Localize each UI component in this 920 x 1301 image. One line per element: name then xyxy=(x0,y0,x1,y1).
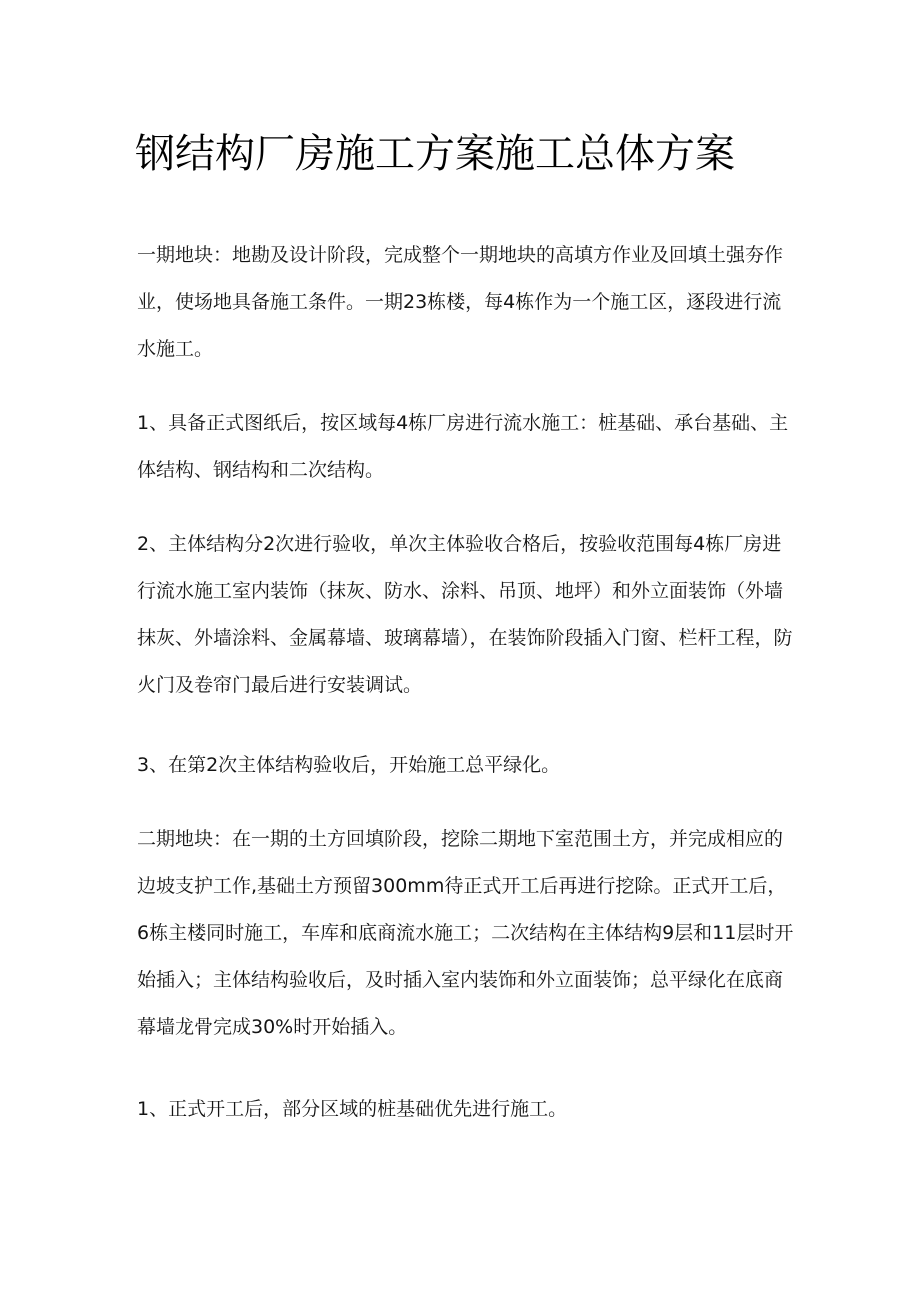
paragraph-phase1-item3: 3、在第2次主体结构验收后，开始施工总平绿化。 xyxy=(137,754,561,776)
paragraph-phase1-item2: 2、主体结构分2次进行验收，单次主体验收合格后，按验收范围每4栋厂房进行流水施工室内装饰（抹灰、防水、涂料、吊顶、地坪）和外立面装饰（外墙抹灰、外墙涂料、金属幕墙、玻璃幕墙），在装饰阶段插入门窗、栏杆工程，防火门及卷帘门最后进行安装调试。 xyxy=(137,533,793,696)
document-title: 钢结构厂房施工方案施工总体方案 xyxy=(135,131,735,177)
paragraph-phase2-item1: 1、正式开工后，部分区域的桩基础优先进行施工。 xyxy=(137,1098,568,1120)
paragraph-phase1-item1: 1、具备正式图纸后，按区域每4栋厂房进行流水施工：桩基础、承台基础、主体结构、钢结构和二次结构。 xyxy=(137,412,789,481)
paragraph-phase1-overview: 一期地块：地勘及设计阶段，完成整个一期地块的高填方作业及回填土强夯作业，使场地具备施工条件。一期23栋楼，每4栋作为一个施工区，逐段进行流水施工。 xyxy=(137,244,784,360)
paragraph-phase2-overview: 二期地块：在一期的土方回填阶段，挖除二期地下室范围土方，并完成相应的边坡支护工作,基础土方预留300mm待正式开工后再进行挖除。正式开工后，6栋主楼同时施工，车库和底商流水施工；二次结构在主体结构9层和11层时开始插入；主体结构验收后，及时插入室内装饰和外立面装饰；总平绿化在底商幕墙龙骨完成30%时开始插入。 xyxy=(137,828,794,1038)
